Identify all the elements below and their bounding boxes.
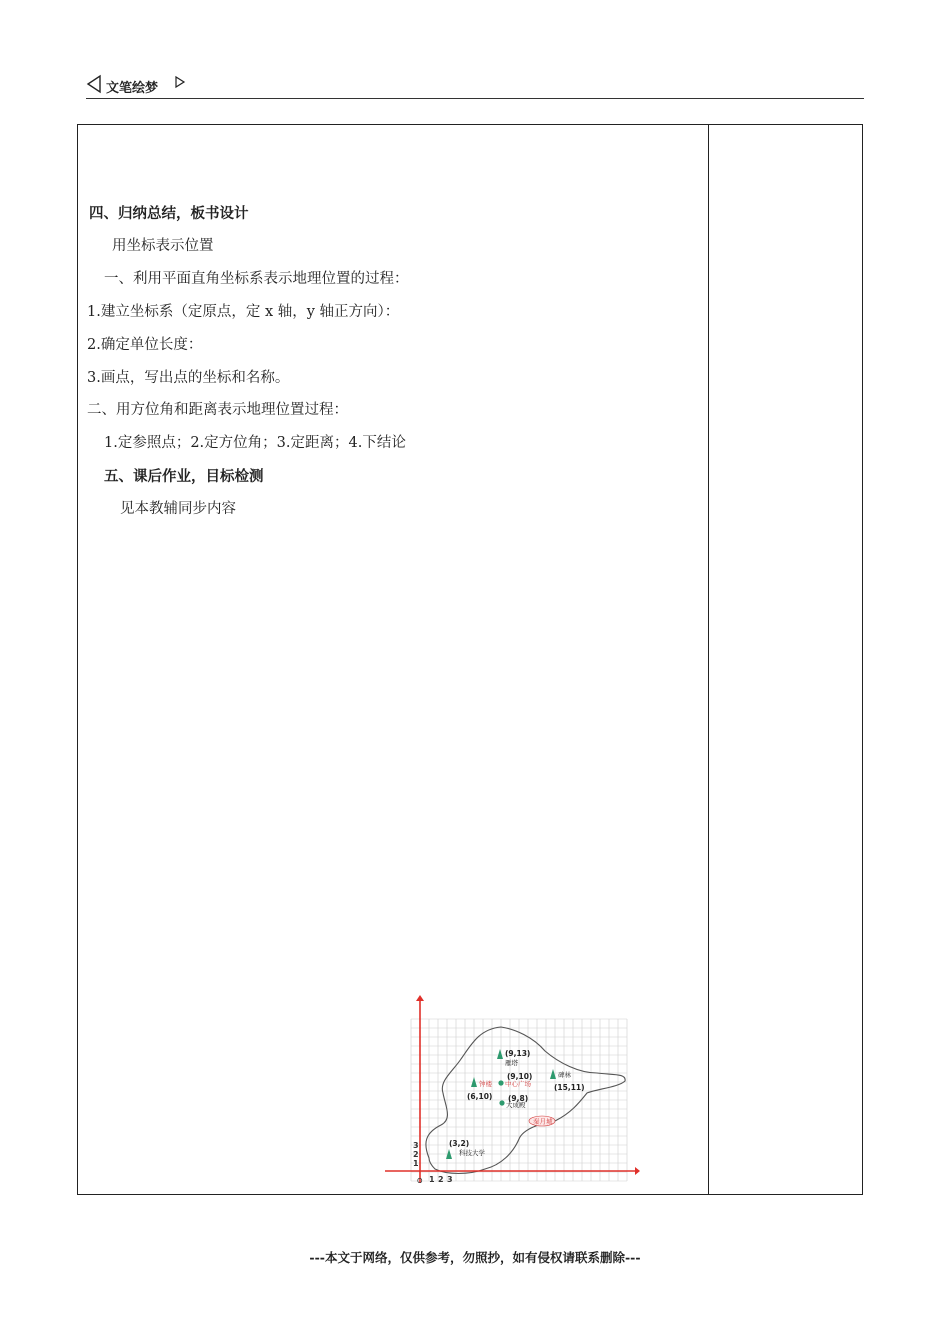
y-axis-arrow	[416, 995, 424, 1001]
triangle-left-icon	[86, 74, 102, 94]
place-name-dachengdian: 大成殿	[506, 1101, 526, 1109]
place-coord-beilin: (15,11)	[554, 1083, 585, 1092]
triangle-right-icon	[174, 75, 186, 89]
place-name-beilin: 碑林	[558, 1071, 571, 1079]
board-title: 用坐标表示位置	[112, 238, 214, 254]
part1-heading: 一、利用平面直角坐标系表示地理位置的过程：	[104, 271, 409, 287]
y-tick-label: 1	[413, 1159, 419, 1168]
homework-text: 见本教辅同步内容	[120, 501, 236, 517]
place-coord-yanta: (9,13)	[505, 1049, 531, 1058]
place-coord-center: (9,10)	[507, 1072, 533, 1081]
place-name-keji: 科技大学	[459, 1149, 485, 1157]
page-footer: ---本文于网络，仅供参考，勿照抄，如有侵权请联系删除---	[309, 1250, 641, 1265]
step2-text: 2.确定单位长度：	[87, 337, 203, 353]
place-name-yanta: 雁塔	[505, 1059, 518, 1067]
step3-text: 3.画点，写出点的坐标和名称。	[87, 370, 290, 386]
y-tick-label: 2	[413, 1150, 419, 1159]
y-tick-label: 3	[413, 1141, 419, 1150]
axis-origin-label: O	[417, 1177, 423, 1185]
header-title: 文笔绘梦	[106, 81, 159, 96]
tree-marker-icon	[497, 1049, 503, 1059]
page-header	[86, 74, 864, 99]
x-tick-label: 3	[447, 1175, 453, 1184]
section5-heading: 五、课后作业，目标检测	[104, 469, 264, 485]
part2-steps: 1.定参照点；2.定方位角；3.定距离；4.下结论	[104, 435, 406, 451]
dot-marker-icon	[498, 1080, 503, 1085]
section4-heading: 四、归纳总结，板书设计	[89, 206, 249, 222]
place-name-qinyuecheng: 秦月城	[533, 1117, 553, 1126]
table-column-divider	[708, 125, 709, 1194]
x-tick-label: 2	[438, 1175, 444, 1184]
part2-heading: 二、用方位角和距离表示地理位置过程：	[87, 402, 348, 418]
coordinate-map-figure	[383, 993, 640, 1187]
place-name-zhonglou: 钟楼	[479, 1080, 492, 1088]
place-coord-zhonglou: (6,10)	[467, 1092, 493, 1101]
place-coord-dachengdian: (9,8)	[508, 1094, 529, 1103]
step1-text: 1.建立坐标系（定原点，定 x 轴，y 轴正方向）：	[87, 304, 400, 320]
x-tick-label: 1	[429, 1175, 435, 1184]
place-name-center: 中心广场	[505, 1080, 531, 1088]
dot-marker-icon	[499, 1100, 504, 1105]
x-axis-arrow	[635, 1167, 640, 1175]
place-coord-keji: (3,2)	[449, 1139, 470, 1148]
